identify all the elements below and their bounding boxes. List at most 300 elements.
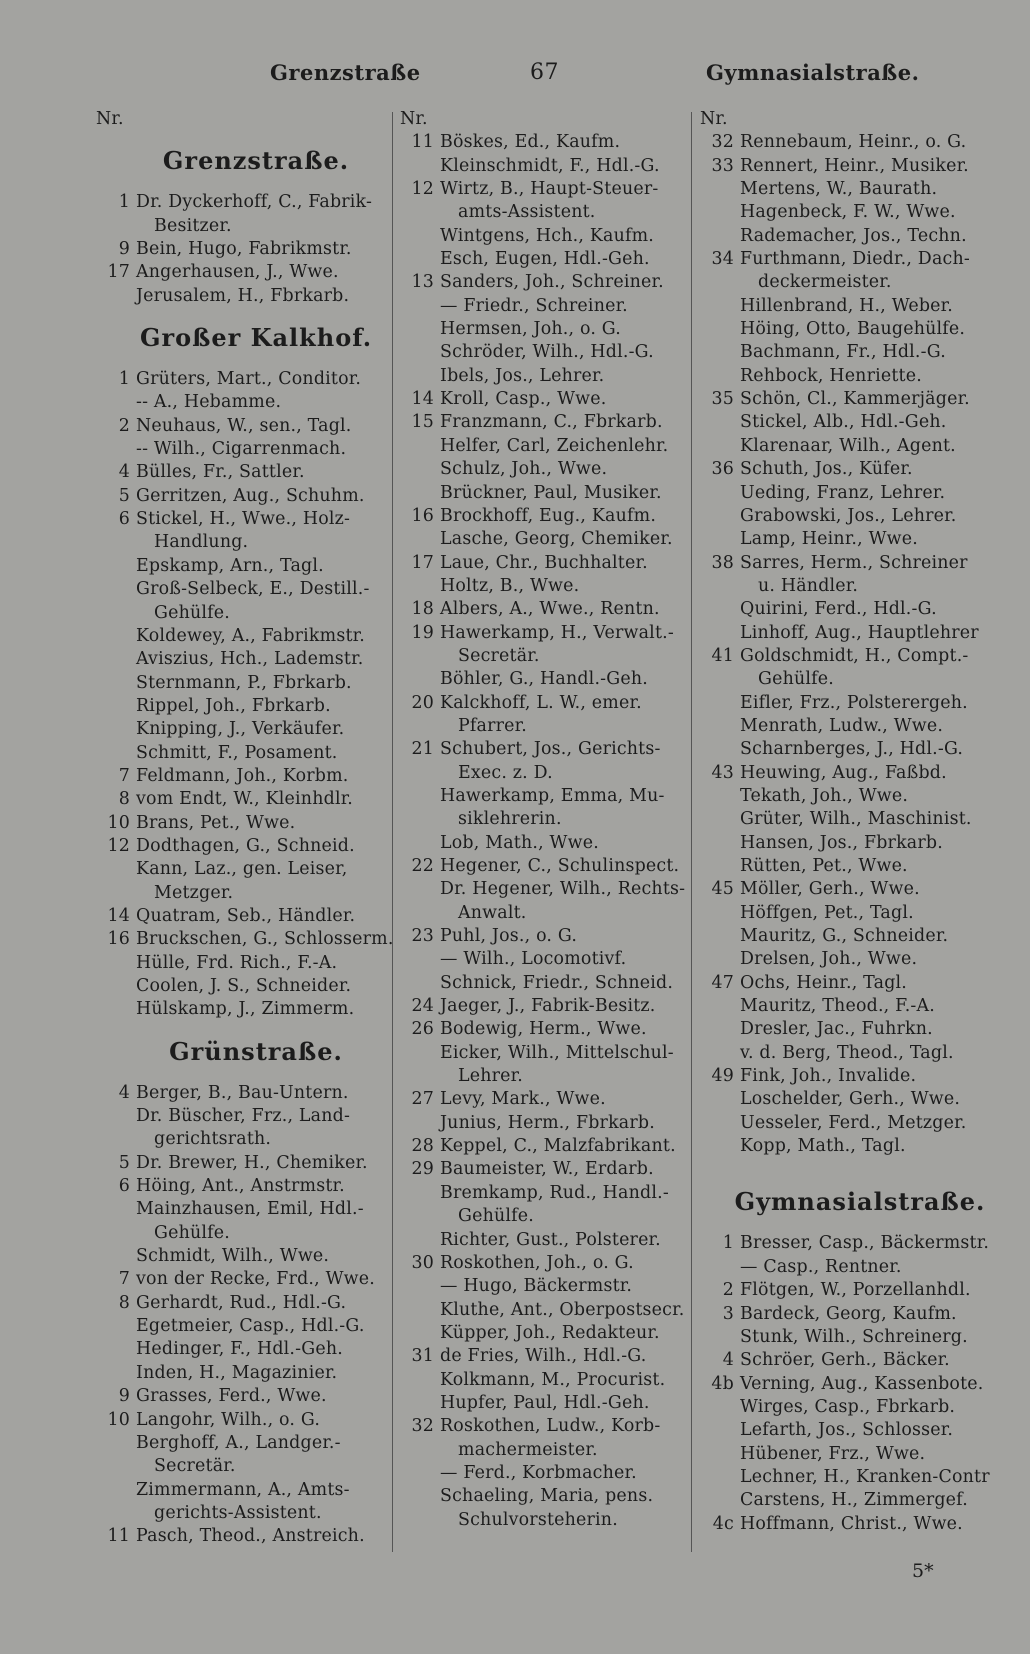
house-number: 4 <box>118 1082 130 1103</box>
house-number: 17 <box>107 262 130 283</box>
directory-entry: Hillenbrand, H., Weber. <box>740 295 953 316</box>
entry-continuation: Lehrer. <box>458 1066 523 1087</box>
directory-entry <box>96 508 396 531</box>
directory-entry: — Wilh., Locomotivf. <box>440 949 627 970</box>
house-number: 29 <box>411 1159 434 1180</box>
directory-entry: Hermsen, Joh., o. G. <box>440 319 621 340</box>
directory-entry: Coolen, J. S., Schneider. <box>136 976 352 996</box>
entry-text: Pasch, Theod., Anstreich. <box>136 1526 365 1547</box>
directory-entry: Knipping, J., Verkäufer. <box>136 719 345 740</box>
directory-entry: Hübener, Frz., Wwe. <box>740 1443 926 1464</box>
directory-entry: Hawerkamp, Emma, Mu- <box>440 785 665 806</box>
directory-entry <box>700 878 1000 901</box>
directory-entry: Dresler, Jac., Fuhrkn. <box>740 1019 933 1040</box>
column-nr-label: Nr. <box>400 109 428 129</box>
house-number: 15 <box>411 412 434 433</box>
entry-text: Berger, B., Bau-Untern. <box>136 1082 349 1103</box>
directory-entry <box>96 1175 396 1198</box>
house-number: 20 <box>411 692 434 713</box>
directory-entry <box>96 1268 396 1291</box>
directory-entry: Aviszius, Hch., Lademstr. <box>136 649 364 670</box>
entry-text: Feldmann, Joh., Korbm. <box>136 765 349 786</box>
house-number: 8 <box>118 789 130 810</box>
house-number: 26 <box>411 1019 434 1040</box>
directory-entry: Ibels, Jos., Lehrer. <box>440 365 605 386</box>
house-number: 4 <box>722 1350 734 1371</box>
entry-text: Hawerkamp, H., Verwalt.- <box>440 622 674 643</box>
directory-entry <box>96 835 396 858</box>
entry-text: Dr. Dyckerhoff, C., Fabrik- <box>136 192 373 213</box>
directory-entry: Sternmann, P., Fbrkarb. <box>136 672 352 693</box>
house-number: 28 <box>411 1136 434 1157</box>
house-number: 1 <box>118 369 130 390</box>
entry-text: Laue, Chr., Buchhalter. <box>440 552 648 573</box>
street-heading: Grenzstraße. <box>162 146 350 176</box>
entry-text: Sarres, Herm., Schreiner <box>740 552 968 573</box>
entry-continuation: machermeister. <box>458 1439 598 1460</box>
directory-entry: Hupfer, Paul, Hdl.-Geh. <box>440 1392 650 1413</box>
entry-continuation: Exec. z. D. <box>458 762 553 783</box>
column-nr-label: Nr. <box>96 109 124 129</box>
directory-entry <box>96 928 396 951</box>
entry-text: de Fries, Wilh., Hdl.-G. <box>440 1346 647 1367</box>
house-number: 6 <box>118 1176 130 1197</box>
directory-entry <box>96 191 396 214</box>
directory-entry <box>700 1065 1000 1088</box>
directory-entry: Carstens, H., Zimmergef. <box>740 1490 968 1511</box>
directory-entry <box>96 1152 396 1175</box>
house-number: 4c <box>712 1513 734 1534</box>
directory-entry: Esch, Eugen, Hdl.-Geh. <box>440 249 650 270</box>
directory-entry: Dr. Büscher, Frz., Land- <box>136 1106 351 1127</box>
entry-text: Neuhaus, W., sen., Tagl. <box>136 415 352 436</box>
house-number: 43 <box>711 762 734 783</box>
entry-text: Ochs, Heinr., Tagl. <box>740 972 908 993</box>
street-heading: Großer Kalkhof. <box>139 323 373 353</box>
entry-text: Böskes, Ed., Kaufm. <box>440 132 621 153</box>
directory-entry <box>400 271 690 294</box>
directory-entry <box>700 1349 1000 1372</box>
directory-entry: Höing, Otto, Baugehülfe. <box>740 319 966 340</box>
directory-entry <box>96 485 396 508</box>
entry-text: Schubert, Jos., Gerichts- <box>440 739 661 760</box>
directory-entry: Helfer, Carl, Zeichenlehr. <box>440 435 669 456</box>
entry-text: Heuwing, Aug., Faßbd. <box>740 762 947 783</box>
directory-entry: Schröder, Wilh., Hdl.-G. <box>440 342 654 363</box>
directory-entry <box>96 261 396 284</box>
house-number: 38 <box>711 552 734 573</box>
directory-entry: — Ferd., Korbmacher. <box>440 1462 637 1483</box>
directory-entry <box>700 131 1000 154</box>
entry-text: Bardeck, Georg, Kaufm. <box>740 1303 957 1324</box>
house-number: 21 <box>411 739 434 760</box>
house-number: 5 <box>118 485 130 506</box>
entry-continuation: amts-Assistent. <box>458 202 596 223</box>
directory-entry <box>96 905 396 928</box>
house-number: 23 <box>411 926 434 947</box>
house-number: 10 <box>107 1409 130 1430</box>
entry-continuation: Pfarrer. <box>458 715 527 736</box>
directory-entry: -- A., Hebamme. <box>136 392 282 413</box>
directory-entry: Kluthe, Ant., Oberpostsecr. <box>440 1299 685 1320</box>
directory-entry: Dr. Hegener, Wilh., Rechts- <box>440 879 686 900</box>
entry-text: Jaeger, J., Fabrik-Besitz. <box>440 996 656 1017</box>
directory-entry: Hülskamp, J., Zimmerm. <box>136 999 355 1020</box>
house-number: 16 <box>107 929 130 950</box>
header-right-street: Gymnasialstraße. <box>706 60 920 85</box>
directory-entry <box>400 388 690 411</box>
directory-entry <box>400 1135 690 1158</box>
directory-entry: Menrath, Ludw., Wwe. <box>740 715 944 736</box>
directory-entry <box>700 1513 1000 1536</box>
directory-entry: Grabowski, Jos., Lehrer. <box>740 505 957 526</box>
directory-entry <box>400 552 690 575</box>
entry-text: Roskothen, Joh., o. G. <box>440 1252 634 1273</box>
directory-entry: Junius, Herm., Fbrkarb. <box>440 1112 655 1133</box>
directory-entry: Lob, Math., Wwe. <box>440 832 599 853</box>
entry-text: Fink, Joh., Invalide. <box>740 1066 917 1087</box>
directory-entry <box>400 411 690 434</box>
entry-continuation: Gehülfe. <box>154 602 231 623</box>
directory-entry: Höffgen, Pet., Tagl. <box>740 902 914 923</box>
directory-entry <box>96 1082 396 1105</box>
house-number: 11 <box>411 132 434 153</box>
house-number: 17 <box>411 552 434 573</box>
directory-entry <box>96 415 396 438</box>
entry-text: Bodewig, Herm., Wwe. <box>440 1019 647 1040</box>
house-number: 4 <box>118 462 130 483</box>
house-number: 12 <box>107 835 130 856</box>
directory-entry: Groß-Selbeck, E., Destill.- <box>136 579 370 600</box>
entry-text: Bülles, Fr., Sattler. <box>136 462 305 483</box>
directory-entry: Grüter, Wilh., Maschinist. <box>740 809 972 830</box>
entry-text: Gerritzen, Aug., Schuhm. <box>136 485 365 506</box>
directory-entry: Rütten, Pet., Wwe. <box>740 856 908 876</box>
spacer <box>700 1158 1000 1172</box>
directory-entry <box>96 1525 396 1548</box>
house-number: 7 <box>118 1269 130 1290</box>
directory-entry <box>700 552 1000 575</box>
directory-entry <box>400 1252 690 1275</box>
entry-text: Roskothen, Ludw., Korb- <box>440 1416 661 1437</box>
house-number: 12 <box>411 179 434 200</box>
directory-entry: Kleinschmidt, F., Hdl.-G. <box>440 155 660 176</box>
directory-entry: Bachmann, Fr., Hdl.-G. <box>740 342 946 363</box>
signature-mark: 5* <box>912 1560 934 1582</box>
directory-entry <box>700 1373 1000 1396</box>
entry-text: Angerhausen, J., Wwe. <box>136 262 339 283</box>
entry-text: Albers, A., Wwe., Rentn. <box>440 599 660 620</box>
entry-text: Grüters, Mart., Conditor. <box>136 369 362 390</box>
directory-entry: Drelsen, Joh., Wwe. <box>740 949 918 970</box>
entry-text: Rennert, Heinr., Musiker. <box>740 155 969 176</box>
entry-continuation: Secretär. <box>154 1456 236 1477</box>
directory-entry <box>400 855 690 878</box>
house-number: 32 <box>711 132 734 153</box>
directory-entry: Mertens, W., Baurath. <box>740 179 938 200</box>
directory-entry <box>400 1345 690 1368</box>
directory-entry <box>400 131 690 154</box>
entry-text: Puhl, Jos., o. G. <box>440 926 578 947</box>
entry-continuation: Gehülfe. <box>758 669 835 690</box>
directory-entry <box>700 1279 1000 1302</box>
column-1 <box>96 108 396 1549</box>
house-number: 19 <box>411 622 434 643</box>
directory-entry <box>400 1018 690 1041</box>
entry-text: Bresser, Casp., Bäckermstr. <box>740 1233 990 1254</box>
directory-entry <box>400 178 690 201</box>
directory-entry <box>400 738 690 761</box>
entry-continuation: gerichtsrath. <box>154 1129 272 1150</box>
header-left-street: Grenzstraße <box>270 60 421 85</box>
directory-entry <box>96 1292 396 1315</box>
page-number: 67 <box>530 60 559 85</box>
directory-entry: Ueding, Franz, Lehrer. <box>740 482 946 503</box>
entry-text: Keppel, C., Malzfabrikant. <box>440 1136 676 1157</box>
directory-entry: Schmidt, Wilh., Wwe. <box>136 1246 330 1267</box>
entry-text: Stickel, H., Wwe., Holz- <box>136 509 351 530</box>
entry-text: Flötgen, W., Porzellanhdl. <box>740 1280 971 1301</box>
column-divider-2 <box>691 112 692 1552</box>
directory-entry <box>700 248 1000 271</box>
entry-text: Möller, Gerh., Wwe. <box>740 879 920 900</box>
directory-entry <box>400 1415 690 1438</box>
directory-entry: Lasche, Georg, Chemiker. <box>440 529 673 550</box>
entry-continuation: u. Händler. <box>758 575 859 596</box>
directory-entry: Rippel, Joh., Fbrkarb. <box>136 695 331 716</box>
entry-text: Hegener, C., Schulinspect. <box>440 856 680 876</box>
entry-text: Dr. Brewer, H., Chemiker. <box>136 1152 368 1173</box>
directory-entry: Küpper, Joh., Redakteur. <box>440 1322 660 1343</box>
directory-entry: Quirini, Ferd., Hdl.-G. <box>740 599 937 620</box>
entry-continuation: Schulvorsteherin. <box>458 1509 618 1530</box>
entry-continuation: gerichts-Assistent. <box>154 1502 322 1523</box>
house-number: 7 <box>118 765 130 786</box>
house-number: 13 <box>411 272 434 293</box>
entry-text: Furthmann, Diedr., Dach- <box>740 249 970 270</box>
directory-entry: Scharnberges, J., Hdl.-G. <box>740 739 964 760</box>
house-number: 4b <box>711 1373 734 1394</box>
entry-continuation: Anwalt. <box>458 902 527 923</box>
entry-continuation: deckermeister. <box>758 272 892 293</box>
entry-continuation: Handlung. <box>154 532 249 553</box>
directory-entry: Mauritz, Theod., F.-A. <box>740 996 935 1017</box>
entry-text: Brockhoff, Eug., Kaufm. <box>440 505 657 526</box>
directory-entry: Hagenbeck, F. W., Wwe. <box>740 202 956 223</box>
entry-text: Wirtz, B., Haupt-Steuer- <box>440 179 659 200</box>
directory-entry <box>700 1303 1000 1326</box>
house-number: 10 <box>107 812 130 833</box>
directory-entry: Holtz, B., Wwe. <box>440 575 580 596</box>
house-number: 22 <box>411 856 434 876</box>
directory-entry: Kolkmann, M., Procurist. <box>440 1369 666 1390</box>
directory-entry: Böhler, G., Handl.-Geh. <box>440 669 648 690</box>
directory-entry: Brückner, Paul, Musiker. <box>440 482 662 503</box>
directory-entry: Inden, H., Magazinier. <box>136 1362 338 1383</box>
directory-entry: Eicker, Wilh., Mittelschul- <box>440 1042 674 1063</box>
house-number: 27 <box>411 1089 434 1110</box>
directory-entry: Jerusalem, H., Fbrkarb. <box>136 285 350 306</box>
entry-text: Dodthagen, G., Schneid. <box>136 835 355 856</box>
house-number: 8 <box>118 1292 130 1313</box>
house-number: 16 <box>411 505 434 526</box>
directory-entry: Egetmeier, Casp., Hdl.-G. <box>136 1316 365 1337</box>
directory-entry <box>400 622 690 645</box>
house-number: 36 <box>711 459 734 480</box>
directory-entry <box>96 238 396 261</box>
entry-text: Schuth, Jos., Küfer. <box>740 459 913 480</box>
column-nr-label: Nr. <box>700 109 728 129</box>
entry-text: Langohr, Wilh., o. G. <box>136 1409 321 1430</box>
directory-entry <box>96 788 396 811</box>
entry-text: Quatram, Seb., Händler. <box>136 905 356 926</box>
directory-entry <box>96 812 396 835</box>
directory-entry <box>96 368 396 391</box>
house-number: 41 <box>711 645 734 666</box>
directory-entry: Koldewey, A., Fabrikmstr. <box>136 625 366 646</box>
directory-entry <box>700 645 1000 668</box>
house-number: 34 <box>711 249 734 270</box>
entry-continuation: Gehülfe. <box>154 1222 231 1243</box>
house-number: 33 <box>711 155 734 176</box>
directory-entry: Bremkamp, Rud., Handl.- <box>440 1182 669 1203</box>
directory-entry: Hedinger, F., Hdl.-Geh. <box>136 1339 343 1360</box>
house-number: 32 <box>411 1416 434 1437</box>
directory-entry: Tekath, Joh., Wwe. <box>740 785 909 806</box>
directory-entry <box>700 762 1000 785</box>
house-number: 11 <box>107 1526 130 1547</box>
entry-text: Goldschmidt, H., Compt.- <box>740 645 969 666</box>
directory-entry: — Casp., Rentner. <box>740 1256 902 1277</box>
house-number: 49 <box>711 1066 734 1087</box>
directory-entry <box>700 458 1000 481</box>
directory-entry: Wintgens, Hch., Kaufm. <box>440 225 655 246</box>
directory-entry: Richter, Gust., Polsterer. <box>440 1229 661 1250</box>
directory-entry: Hansen, Jos., Fbrkarb. <box>740 832 943 853</box>
entry-text: Hoffmann, Christ., Wwe. <box>740 1513 963 1534</box>
directory-entry <box>400 598 690 621</box>
entry-text: Gerhardt, Rud., Hdl.-G. <box>136 1292 347 1313</box>
directory-entry <box>400 925 690 948</box>
house-number: 45 <box>711 879 734 900</box>
directory-entry: Mauritz, G., Schneider. <box>740 926 949 947</box>
house-number: 14 <box>411 389 434 410</box>
column-2 <box>400 108 690 1532</box>
directory-entry <box>400 505 690 528</box>
entry-text: Brans, Pet., Wwe. <box>136 812 296 833</box>
directory-entry <box>96 1409 396 1432</box>
entry-continuation: Secretär. <box>458 645 540 666</box>
street-heading: Gymnasialstraße. <box>734 1187 986 1217</box>
directory-entry: Eifler, Frz., Polsterergeh. <box>740 692 968 713</box>
house-number: 30 <box>411 1252 434 1273</box>
directory-entry: Stickel, Alb., Hdl.-Geh. <box>740 412 947 433</box>
directory-entry: Rademacher, Jos., Techn. <box>740 225 967 246</box>
directory-entry: Zimmermann, A., Amts- <box>136 1479 350 1500</box>
directory-entry: Lamp, Heinr., Wwe. <box>740 529 918 550</box>
entry-text: Baumeister, W., Erdarb. <box>440 1159 654 1180</box>
entry-continuation: Metzger. <box>154 882 234 903</box>
entry-text: Verning, Aug., Kassenbote. <box>740 1373 984 1394</box>
directory-entry <box>700 972 1000 995</box>
directory-entry <box>400 1088 690 1111</box>
directory-entry: Schaeling, Maria, pens. <box>440 1486 654 1507</box>
directory-entry: Klarenaar, Wilh., Agent. <box>740 435 956 456</box>
entry-text: Schön, Cl., Kammerjäger. <box>740 389 970 410</box>
entry-text: vom Endt, W., Kleinhdlr. <box>136 789 354 810</box>
house-number: 31 <box>411 1346 434 1367</box>
entry-text: Grasses, Ferd., Wwe. <box>136 1386 327 1407</box>
directory-entry <box>400 692 690 715</box>
directory-entry: Schmitt, F., Posament. <box>136 742 338 763</box>
house-number: 2 <box>118 415 130 436</box>
directory-entry: Schulz, Joh., Wwe. <box>440 459 608 480</box>
entry-text: Levy, Mark., Wwe. <box>440 1089 606 1110</box>
house-number: 24 <box>411 996 434 1017</box>
entry-continuation: siklehrerin. <box>458 809 562 830</box>
directory-entry: Rehbock, Henriette. <box>740 365 922 386</box>
directory-entry: Berghoff, A., Landger.- <box>136 1432 341 1453</box>
directory-entry: Uesseler, Ferd., Metzger. <box>740 1112 967 1133</box>
directory-entry: — Friedr., Schreiner. <box>440 295 628 316</box>
house-number: 9 <box>118 239 130 260</box>
directory-entry: Wirges, Casp., Fbrkarb. <box>740 1396 956 1417</box>
directory-entry <box>96 765 396 788</box>
directory-entry: Hülle, Frd. Rich., F.-A. <box>136 952 338 973</box>
directory-entry: Schnick, Friedr., Schneid. <box>440 972 674 993</box>
running-header <box>0 60 1030 100</box>
house-number: 6 <box>118 509 130 530</box>
entry-text: Höing, Ant., Anstrmstr. <box>136 1176 345 1197</box>
column-3 <box>700 108 1000 1536</box>
entry-text: Kroll, Casp., Wwe. <box>440 389 607 410</box>
directory-entry: Linhoff, Aug., Hauptlehrer <box>740 622 979 643</box>
directory-entry <box>700 388 1000 411</box>
house-number: 1 <box>118 192 130 213</box>
directory-entry: — Hugo, Bäckermstr. <box>440 1276 633 1297</box>
entry-text: Rennebaum, Heinr., o. G. <box>740 132 967 153</box>
directory-entry: Lechner, H., Kranken-Contr <box>740 1466 990 1487</box>
directory-entry: Stunk, Wilh., Schreinerg. <box>740 1326 968 1347</box>
street-heading: Grünstraße. <box>169 1036 343 1066</box>
directory-entry <box>400 995 690 1018</box>
directory-entry <box>700 1232 1000 1255</box>
house-number: 14 <box>107 905 130 926</box>
entry-text: Bein, Hugo, Fabrikmstr. <box>136 239 352 260</box>
directory-entry <box>400 1158 690 1181</box>
entry-continuation: Besitzer. <box>154 215 232 236</box>
entry-continuation: Gehülfe. <box>458 1206 535 1227</box>
entry-text: Kalckhoff, L. W., emer. <box>440 692 642 713</box>
entry-text: von der Recke, Frd., Wwe. <box>136 1269 375 1290</box>
directory-entry: Kann, Laz., gen. Leiser, <box>136 859 348 880</box>
entry-text: Sanders, Joh., Schreiner. <box>440 272 664 293</box>
house-number: 2 <box>722 1280 734 1301</box>
entry-text: Schröer, Gerh., Bäcker. <box>740 1350 950 1371</box>
house-number: 3 <box>722 1303 734 1324</box>
entry-text: Bruckschen, G., Schlosserm. <box>136 929 394 950</box>
house-number: 35 <box>711 389 734 410</box>
house-number: 5 <box>118 1152 130 1173</box>
house-number: 18 <box>411 599 434 620</box>
entry-text: Franzmann, C., Fbrkarb. <box>440 412 663 433</box>
house-number: 1 <box>722 1233 734 1254</box>
house-number: 47 <box>711 972 734 993</box>
directory-entry: v. d. Berg, Theod., Tagl. <box>740 1042 954 1063</box>
directory-entry: Lefarth, Jos., Schlosser. <box>740 1420 954 1441</box>
directory-entry: -- Wilh., Cigarrenmach. <box>136 439 347 460</box>
directory-entry <box>96 1385 396 1408</box>
